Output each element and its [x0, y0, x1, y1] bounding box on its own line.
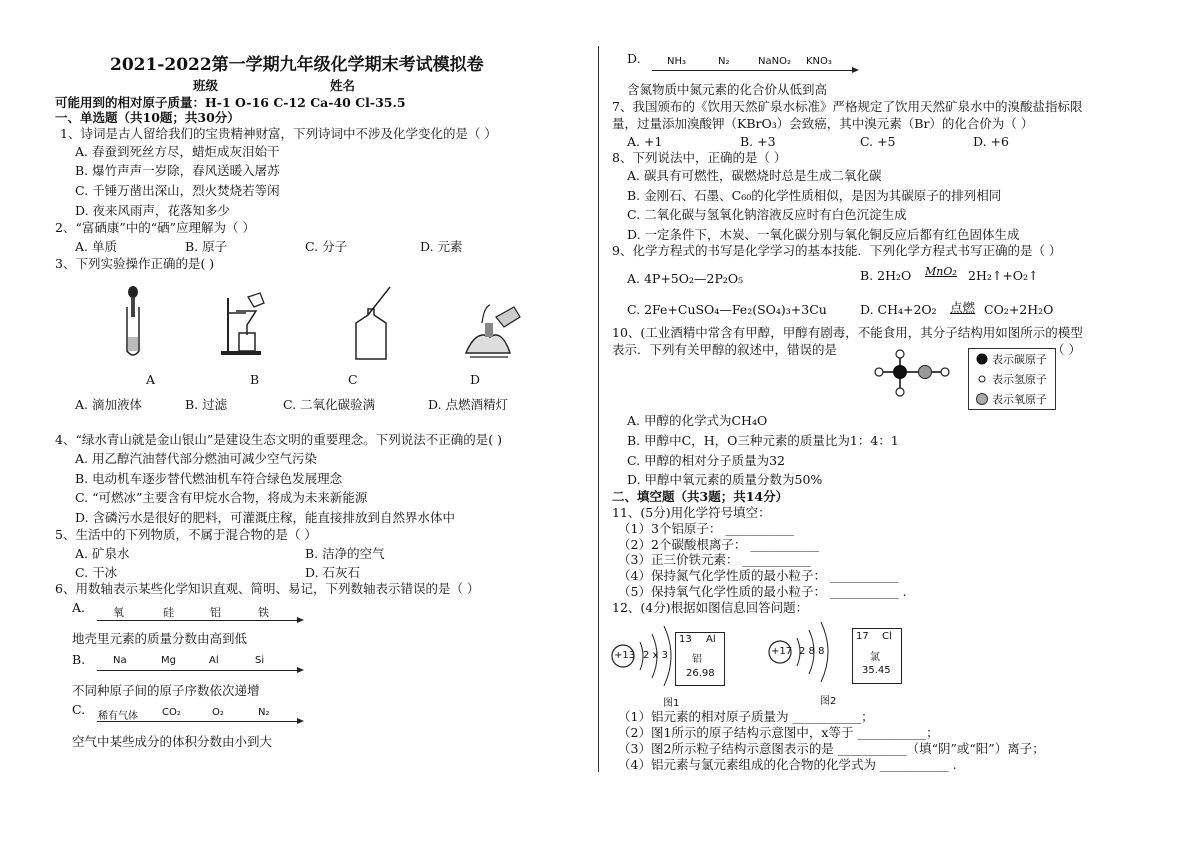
fig1-element-name: 铝: [692, 654, 702, 665]
q6-c-item: CO₂: [162, 707, 181, 718]
q6-d-item: NH₃: [667, 56, 687, 67]
q6-a-item: 氧: [113, 606, 124, 619]
q9-option-a: A. 4P+5O₂—2P₂O₅: [627, 271, 744, 286]
q6-c-item: N₂: [258, 707, 270, 718]
q9-stem: 9、化学方程式的书写是化学学习的基本技能．下列化学方程式书写正确的是（ ）: [612, 243, 1062, 258]
q5-option-a: A. 矿泉水: [75, 546, 130, 561]
fig1-caption: 图1: [663, 698, 680, 709]
q8-stem: 8、下列说法中，正确的是（ ）: [612, 150, 787, 165]
hydrogen-atom: [896, 350, 904, 358]
legend-carbon: 表示碳原子: [992, 353, 1047, 366]
q6-d-item: KNO₃: [806, 56, 832, 67]
class-label: 班级: [193, 78, 219, 93]
q4-option-c: C. “可燃冰”主要含有甲烷水合物，将成为未来新能源: [75, 490, 368, 505]
name-label: 姓名: [330, 78, 356, 93]
q3-option-a: A. 滴加液体: [75, 397, 142, 412]
q9-option-d-condition: 点燃: [950, 300, 976, 315]
gas-bottle-figure: [350, 285, 400, 363]
q6-a-label: A.: [72, 600, 86, 615]
q6-d-caption: 含氮物质中氮元素的化合价从低到高: [627, 82, 828, 97]
carbon-legend-marker: [977, 354, 988, 365]
q7-option-b: B. +3: [740, 134, 776, 149]
hydrogen-legend-marker: [979, 376, 985, 382]
q6-a-item: 硅: [163, 606, 174, 619]
fig2-atomic-number: 17: [856, 631, 869, 642]
q11-item: （2）2个碳酸根离子： ___________: [618, 537, 820, 552]
fig2-electron-shells: 2 8 8: [799, 646, 825, 657]
fig2-element-name: 氯: [870, 652, 880, 663]
q12-item: （4）铝元素与氯元素组成的化合物的化学式为 ___________ .: [618, 757, 957, 772]
q10-option-d: D. 甲醇中氧元素的质量分数为50%: [627, 472, 823, 487]
q6-d-label: D.: [627, 51, 641, 66]
legend-hydrogen: 表示氢原子: [992, 373, 1047, 386]
q2-stem: 2、“富硒康”中的“硒”应理解为（ ）: [55, 220, 255, 235]
section-2-heading: 二、填空题（共3题；共14分）: [612, 489, 789, 504]
q10-option-a: A. 甲醇的化学式为CH₄O: [627, 413, 768, 428]
q6-a-item: 铁: [258, 606, 269, 619]
q6-a-axis: [97, 620, 302, 621]
q6-b-item: Na: [113, 655, 127, 666]
q4-option-a: A. 用乙醇汽油替代部分燃油可减少空气污染: [75, 451, 317, 466]
q4-option-b: B. 电动机车逐步替代燃油机车符合绿色发展理念: [75, 471, 343, 486]
q11-item: （1）3个铝原子： ___________: [618, 521, 795, 536]
q8-option-c: C. 二氧化碳与氢氧化钠溶液反应时有白色沉淀生成: [627, 207, 907, 222]
fig2-atomic-mass: 35.45: [862, 665, 891, 676]
q5-option-c: C. 干冰: [75, 565, 118, 580]
q3-option-c: C. 二氧化碳验满: [283, 397, 376, 412]
q3-figure-label-a: A: [146, 372, 156, 387]
fig1-nucleus-charge: +13: [614, 650, 636, 661]
q1-stem: 1、诗词是古人留给我们的宝贵精神财富，下列诗词中不涉及化学变化的是（ ）: [60, 126, 497, 141]
q6-b-item: Al: [209, 655, 219, 666]
oxygen-legend-marker: [977, 394, 988, 405]
q6-b-caption: 不同种原子间的原子序数依次递增: [72, 683, 260, 698]
q11-item: （3）正三价铁元素： ___________: [618, 552, 812, 567]
q10-line-1: 10、(工业酒精中常含有甲醇，甲醇有剧毒，不能食用，其分子结构用如图所示的模型: [612, 325, 1083, 340]
q6-b-axis: [97, 670, 302, 671]
q9-option-b: B. 2H₂O: [860, 268, 912, 283]
q7-line-1: 7、我国颁布的《饮用天然矿泉水标准》严格规定了饮用天然矿泉水中的溴酸盐指标限: [612, 99, 1083, 114]
q3-figure-label-c: C: [348, 372, 358, 387]
q12-item: （3）图2所示粒子结构示意图表示的是 ___________（填“阴”或“阳”）离子；: [618, 741, 1045, 756]
fig1-atomic-number: 13: [679, 634, 692, 645]
legend-oxygen: 表示氧原子: [992, 393, 1047, 406]
methanol-molecule-model: [873, 350, 963, 402]
q6-b-label: B.: [72, 652, 86, 667]
q6-c-label: C.: [72, 702, 86, 717]
q11-stem: 11、(5分)用化学符号填空：: [612, 505, 771, 520]
carbon-atom: [893, 365, 907, 379]
oxygen-atom: [919, 366, 932, 379]
q10-line-2: 表示．下列有关甲醇的叙述中，错误的是: [612, 342, 838, 357]
q1-option-d: D. 夜来风雨声，花落知多少: [75, 203, 231, 218]
q9-option-b-products: 2H₂↑+O₂↑: [968, 268, 1039, 283]
hydrogen-atom: [941, 368, 949, 376]
fig1-symbol: Al: [706, 634, 716, 645]
q9-option-d: D. CH₄+2O₂: [860, 302, 937, 317]
q6-b-item: Si: [255, 655, 265, 666]
q11-item: （4）保持氮气化学性质的最小粒子： ___________: [618, 568, 899, 583]
q6-c-caption: 空气中某些成分的体积分数由小到大: [72, 734, 273, 749]
q2-option-c: C. 分子: [305, 239, 348, 254]
q10-option-b: B. 甲醇中C，H，O三种元素的质量比为1：4：1: [627, 433, 899, 448]
atomic-masses: 可能用到的相对原子质量：H-1 O-16 C-12 Ca-40 Cl-35.5: [55, 95, 406, 110]
q6-d-item: N₂: [718, 56, 730, 67]
section-1-heading: 一、单选题（共10题；共30分）: [55, 110, 240, 125]
legend-markers: [975, 353, 989, 405]
fig1-atomic-mass: 26.98: [686, 668, 715, 679]
q8-option-d: D. 一定条件下，木炭、一氧化碳分别与氧化铜反应后都有红色固体生成: [627, 227, 1020, 242]
q3-figure-label-b: B: [250, 372, 260, 387]
q3-stem: 3、下列实验操作正确的是( ): [55, 256, 215, 271]
q2-option-a: A. 单质: [75, 239, 117, 254]
q2-option-b: B. 原子: [185, 239, 228, 254]
q7-option-d: D. +6: [973, 134, 1009, 149]
fig2-nucleus-charge: +17: [771, 646, 793, 657]
q12-item: （1）铝元素的相对原子质量为 ___________；: [618, 709, 874, 724]
q4-stem: 4、“绿水青山就是金山银山”是建设生态文明的重要理念。下列说法不正确的是( ): [55, 432, 502, 447]
q7-option-c: C. +5: [860, 134, 896, 149]
q6-d-axis: [652, 70, 857, 71]
q11-item: （5）保持氧气化学性质的最小粒子： ___________ .: [618, 584, 907, 599]
q6-a-caption: 地壳里元素的质量分数由高到低: [72, 631, 248, 646]
fig1-electron-shells: 2 x 3: [643, 650, 668, 661]
hydrogen-atom: [896, 388, 904, 396]
q4-option-d: D. 含磷污水是很好的肥料，可灌溉庄稼，能直接排放到自然界水体中: [75, 510, 456, 525]
fig2-symbol: Cl: [882, 631, 892, 642]
q2-option-d: D. 元素: [420, 239, 463, 254]
q1-option-b: B. 爆竹声声一岁除，春风送暖入屠苏: [75, 163, 280, 178]
q8-option-a: A. 碳具有可燃性，碳燃烧时总是生成二氧化碳: [627, 168, 882, 183]
q8-option-b: B. 金刚石、石墨、C₆₀的化学性质相似，是因为其碳原子的排列相同: [627, 188, 1002, 203]
q6-b-item: Mg: [161, 655, 176, 666]
q10-option-c: C. 甲醇的相对分子质量为32: [627, 453, 785, 468]
q12-item: （2）图1所示的原子结构示意图中，x等于 ___________；: [618, 725, 939, 740]
filtration-apparatus-figure: [218, 293, 273, 358]
q6-c-axis: [97, 721, 302, 722]
q6-a-item: 铝: [210, 606, 221, 619]
q9-option-c: C. 2Fe+CuSO₄—Fe₂(SO₄)₃+3Cu: [627, 302, 827, 317]
q3-figure-label-d: D: [470, 372, 481, 387]
dropper-test-tube-figure: [118, 285, 158, 360]
q3-option-b: B. 过滤: [185, 397, 228, 412]
q6-d-item: NaNO₂: [758, 56, 791, 67]
alcohol-lamp-figure: [460, 303, 525, 365]
q5-stem: 5、生活中的下列物质，不属于混合物的是（ ）: [55, 527, 317, 542]
q9-option-d-products: CO₂+2H₂O: [984, 302, 1054, 317]
q7-line-2: 量，过量添加溴酸钾（KBrO₃）会致癌，其中溴元素（Br）的化合价为（ ）: [612, 116, 1034, 131]
q1-option-c: C. 千锤万凿出深山，烈火焚烧若等闲: [75, 183, 280, 198]
q6-stem: 6、用数轴表示某些化学知识直观、简明、易记，下列数轴表示错误的是（ ）: [55, 581, 480, 596]
q7-option-a: A. +1: [627, 134, 663, 149]
q10-answer-paren: （ ）: [1052, 342, 1081, 357]
q12-stem: 12、(4分)根据如图信息回答问题：: [612, 600, 809, 615]
column-divider: [598, 46, 599, 772]
page-title: 2021-2022第一学期九年级化学期末考试模拟卷: [110, 55, 484, 75]
q3-option-d: D. 点燃酒精灯: [428, 397, 509, 412]
q9-option-b-condition: MnO₂: [925, 265, 957, 278]
hydrogen-atom: [875, 368, 883, 376]
q5-option-b: B. 洁净的空气: [305, 546, 385, 561]
fig2-caption: 图2: [820, 696, 837, 707]
q5-option-d: D. 石灰石: [305, 565, 361, 580]
q6-c-item: 稀有气体: [98, 711, 138, 722]
q1-option-a: A. 春蚕到死丝方尽，蜡炬成灰泪始干: [75, 144, 280, 159]
q6-c-item: O₂: [212, 707, 224, 718]
